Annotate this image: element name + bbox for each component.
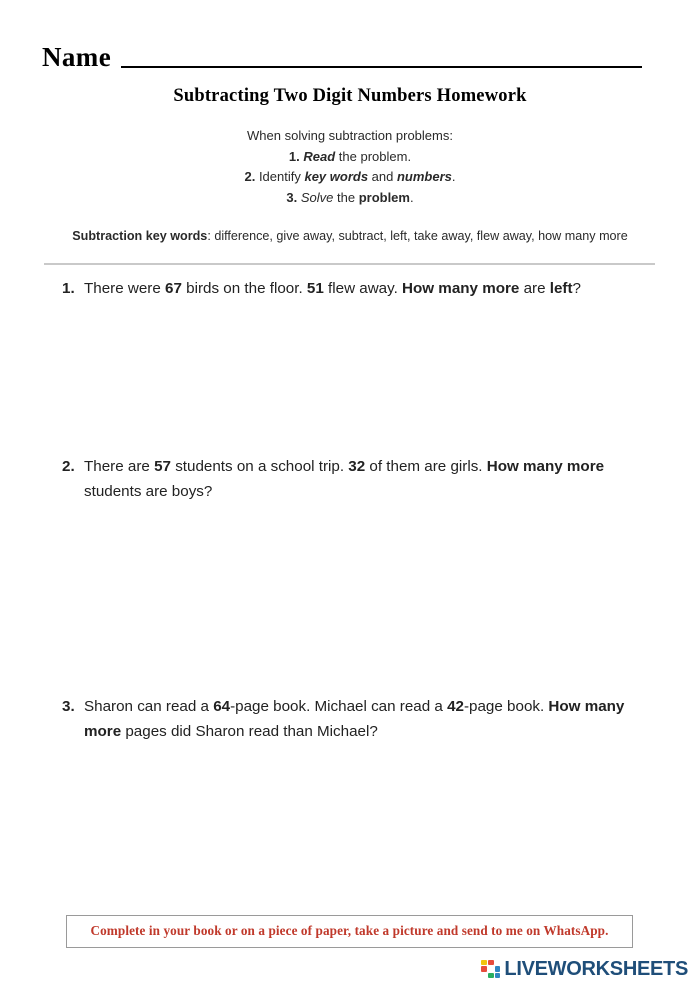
instruction-step-2-text: Identify key words and numbers.: [258, 169, 456, 184]
instructions-intro: When solving subtraction problems:: [247, 128, 453, 143]
instruction-step-2: [0, 167, 700, 188]
keywords-line: [0, 229, 700, 243]
problem-2-number: 2.: [62, 458, 75, 475]
problem-item-3: [62, 694, 642, 744]
instruction-step-3-number: 3.: [286, 189, 298, 205]
instruction-step-3-text: Solve the problem.: [300, 189, 414, 205]
submission-note-text: Complete in your book or on a piece of paper, take a picture and send to me on WhatsApp.: [90, 923, 609, 938]
problem-item-2: [62, 454, 642, 504]
name-blank-line[interactable]: [121, 65, 642, 68]
instruction-step-3: [0, 188, 700, 209]
keywords-separator: :: [207, 229, 215, 243]
liveworksheets-grid-icon: [481, 960, 500, 979]
instruction-step-1: [0, 147, 700, 168]
problem-1-number: 1.: [62, 280, 75, 297]
problem-item-1: [62, 276, 642, 301]
name-label: Name: [42, 42, 112, 72]
liveworksheets-wordmark: LIVEWORKSHEETS: [504, 958, 688, 980]
problem-3-text: Sharon can read a 64-page book. Michael can read a 42-page book. How many more pages did Sharon read than Michael?: [84, 698, 625, 740]
page-title: Subtracting Two Digit Numbers Homework: [173, 86, 527, 106]
keywords-list: difference, give away, subtract, left, take away, flew away, how many more: [214, 229, 628, 243]
instruction-step-1-text: Read the problem.: [303, 148, 412, 164]
instructions-block: [0, 126, 700, 208]
instruction-step-2-number: 2.: [244, 169, 256, 184]
keywords-label: Subtraction key words: [72, 229, 208, 243]
problem-1-text: There were 67 birds on the floor. 51 flew away. How many more are left?: [84, 280, 581, 297]
problem-2-text: There are 57 students on a school trip. 32 of them are girls. How many more students are boys?: [84, 458, 605, 500]
submission-note-box: [66, 915, 633, 948]
name-row: [42, 44, 642, 71]
problem-3-number: 3.: [62, 698, 75, 715]
section-divider: [44, 263, 655, 265]
liveworksheets-logo[interactable]: [481, 959, 688, 979]
instruction-step-1-number: 1.: [288, 148, 300, 164]
